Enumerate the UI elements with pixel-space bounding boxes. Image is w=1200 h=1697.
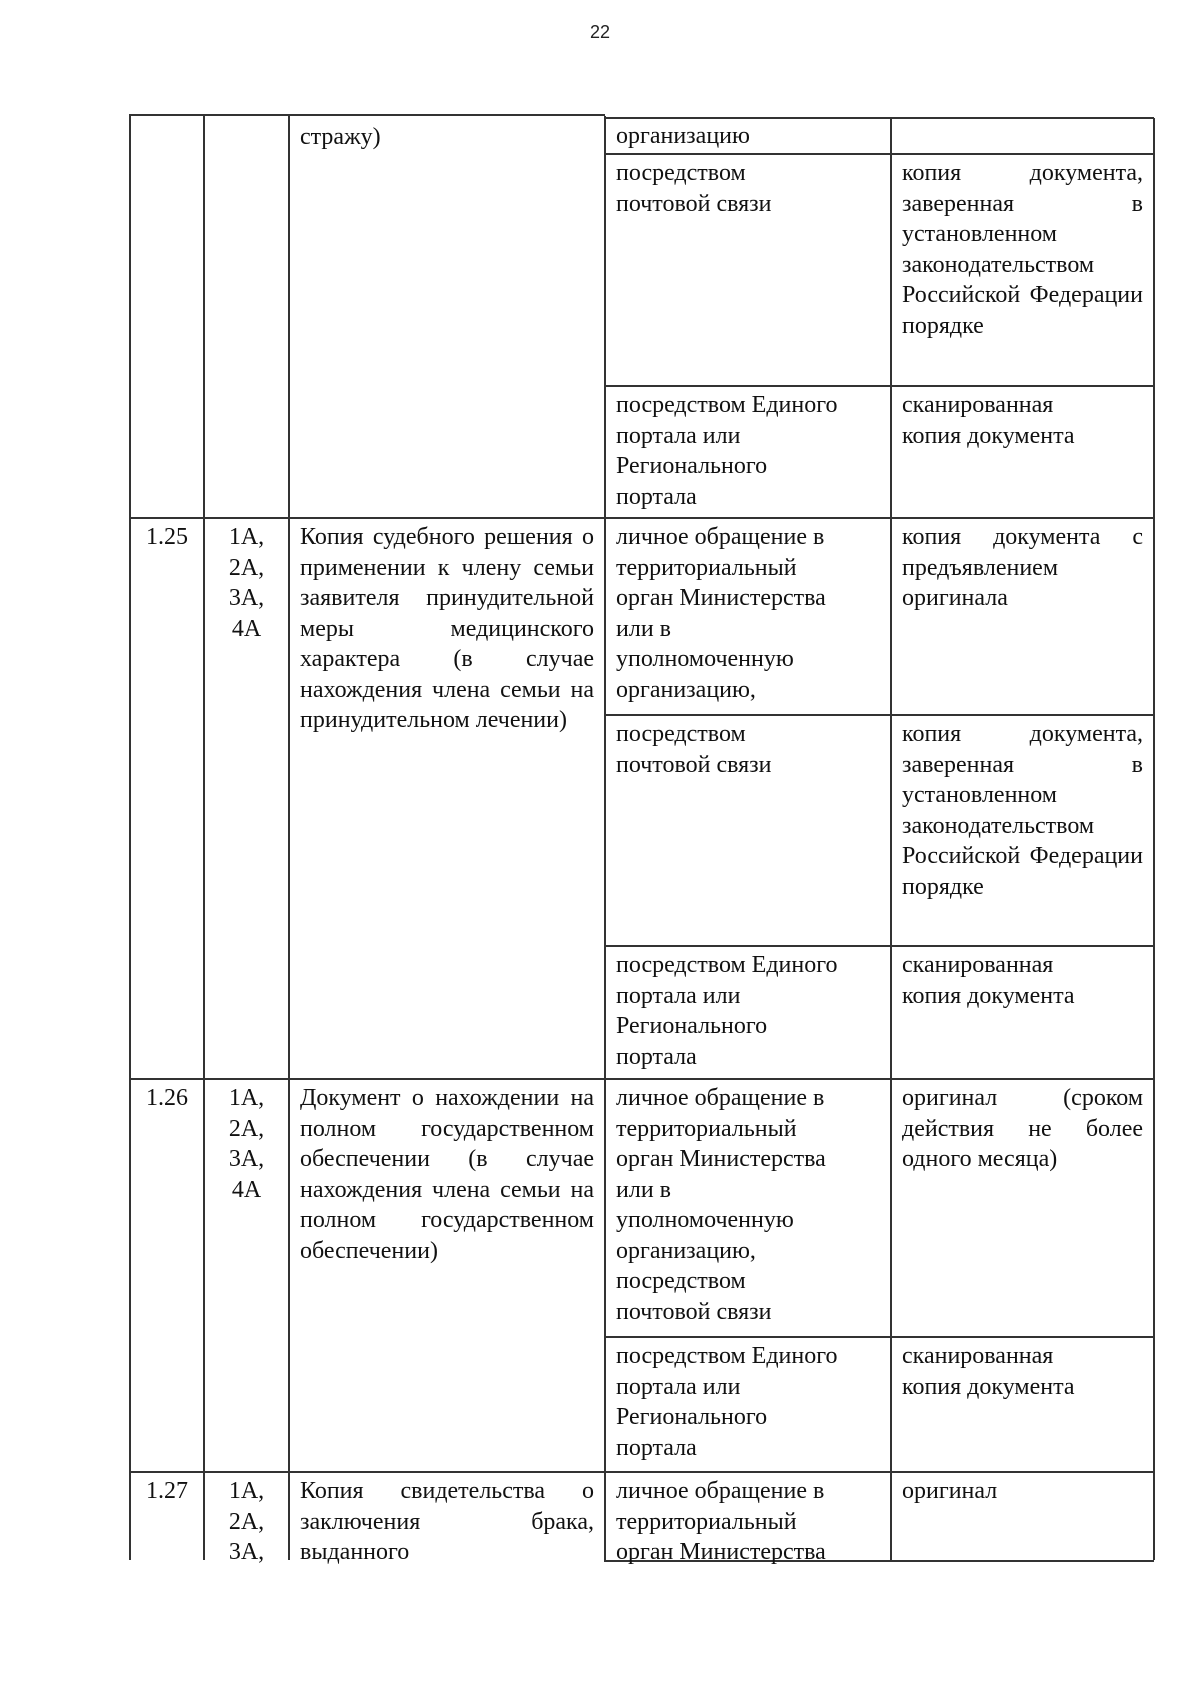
row-method-cell: посредством Единого портала или Регионального портала: [616, 1343, 838, 1461]
row-number-cell: 1.27: [146, 1478, 188, 1504]
row-categories-cell: 1А, 2А, 3А, 4А: [228, 524, 265, 642]
row-name-cell: Документ о нахождении на полном государственном обеспечении (в случае нахождения члена семьи на полном государственном обеспечении): [300, 1085, 594, 1264]
row-form-cell: оригинал: [902, 1478, 998, 1504]
row-method-cell: личное обращение в территориальный орган Министерства: [616, 1478, 826, 1565]
row-form-cell: копия документа, заверенная в установленном законодательством Российской Федерации порядке: [902, 721, 1143, 900]
row-method-cell: посредством почтовой связи: [616, 721, 772, 778]
row-categories-cell: 1А, 2А, 3А, 4А: [228, 1085, 265, 1203]
row-categories-cell: 1А, 2А, 3А,: [228, 1478, 265, 1565]
fragment-name-cell: стражу): [300, 124, 381, 150]
row-form-cell: сканированная копия документа: [902, 1343, 1075, 1400]
fragment-method-cell-3: посредством Единого портала или Регионального портала: [616, 392, 838, 510]
row-number-cell: 1.26: [146, 1085, 188, 1111]
row-method-cell: личное обращение в территориальный орган Министерства или в уполномоченную организацию, посредством почтовой связи: [616, 1085, 826, 1325]
fragment-form-cell-3: сканированная копия документа: [902, 392, 1075, 449]
row-number-cell: 1.25: [146, 524, 188, 550]
row-form-cell: оригинал (сроком действия не более одного месяца): [902, 1085, 1143, 1172]
row-name-cell: Копия свидетельства о заключения брака, выданного: [300, 1478, 594, 1565]
row-form-cell: сканированная копия документа: [902, 952, 1075, 1009]
page-number: 22: [589, 22, 611, 42]
row-form-cell: копия документа с предъявлением оригинала: [902, 524, 1143, 611]
row-method-cell: посредством Единого портала или Регионального портала: [616, 952, 838, 1070]
row-name-cell: Копия судебного решения о применении к члену семьи заявителя принудительной меры медицинского характера (в случае нахождения члена семьи на принудительном лечении): [300, 524, 594, 733]
fragment-method-cell-1: организацию: [616, 123, 750, 149]
row-method-cell: личное обращение в территориальный орган Министерства или в уполномоченную организацию,: [616, 524, 826, 703]
fragment-form-cell-1: [892, 117, 1153, 121]
fragment-form-cell-2: копия документа, заверенная в установленном законодательством Российской Федерации порядке: [902, 160, 1143, 339]
fragment-method-cell-2: посредством почтовой связи: [616, 160, 772, 217]
